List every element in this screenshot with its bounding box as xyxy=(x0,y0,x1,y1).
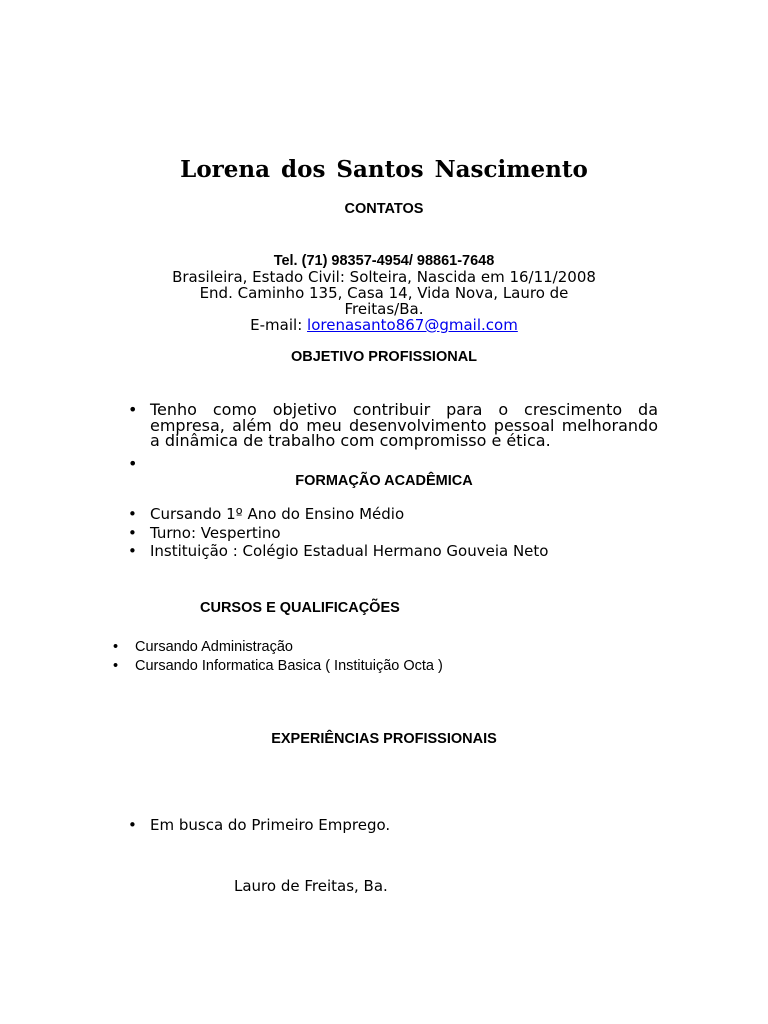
objective-list xyxy=(128,402,658,449)
education-item: Turno: Vespertino xyxy=(150,523,281,542)
education-item: Instituição : Colégio Estadual Hermano Gouveia Neto xyxy=(150,542,549,560)
email-label: E-mail: xyxy=(250,316,308,334)
list-item xyxy=(128,505,688,524)
course-item: Cursando Administração xyxy=(135,639,293,655)
list-item xyxy=(113,657,673,676)
bullet-icon: • xyxy=(113,658,119,674)
list-item xyxy=(128,542,688,561)
address: End. Caminho 135, Casa 14, Vida Nova, Lauro de Freitas/Ba. xyxy=(199,284,569,318)
courses-heading: CURSOS E QUALIFICAÇÕES xyxy=(200,600,400,616)
education-item: Cursando 1º Ano do Ensino Médio xyxy=(150,505,405,523)
bullet-icon: • xyxy=(128,505,137,523)
bullet-icon: • xyxy=(128,400,138,419)
bullet-icon: • xyxy=(128,523,137,542)
bullet-icon: • xyxy=(128,542,137,560)
resume-name: Lorena dos Santos Nascimento xyxy=(180,156,588,183)
bullet-icon: • xyxy=(113,639,119,655)
courses-list xyxy=(113,638,673,676)
contact-block xyxy=(0,253,768,333)
phone-numbers: Tel. (71) 98357-4954/ 98861-7648 xyxy=(273,253,495,269)
experience-list xyxy=(128,816,688,834)
list-item xyxy=(113,638,673,657)
experience-heading: EXPERIÊNCIAS PROFISSIONAIS xyxy=(271,731,497,747)
personal-info: Brasileira, Estado Civil: Solteira, Nascida em 16/11/2008 xyxy=(172,268,596,286)
location: Lauro de Freitas, Ba. xyxy=(234,877,388,895)
email-line xyxy=(0,317,768,333)
list-item xyxy=(128,402,658,449)
education-heading: FORMAÇÃO ACADÊMICA xyxy=(295,473,473,489)
bullet-icon: • xyxy=(128,816,137,834)
empty-bullet-icon: • xyxy=(128,454,138,473)
objective-heading: OBJETIVO PROFISSIONAL xyxy=(290,349,478,365)
education-list xyxy=(128,505,688,561)
objective-text: Tenho como objetivo contribuir para o crescimento da empresa, além do meu desenvolvimento pessoal melhorando a dinâmica de trabalho com compromisso e ética. xyxy=(150,400,658,450)
contacts-heading: CONTATOS xyxy=(344,201,424,217)
list-item xyxy=(128,816,688,834)
course-item: Cursando Informatica Basica ( Instituição Octa ) xyxy=(135,658,443,674)
list-item xyxy=(128,524,688,543)
email-link[interactable]: lorenasanto867@gmail.com xyxy=(307,316,518,334)
experience-item: Em busca do Primeiro Emprego. xyxy=(150,816,391,834)
